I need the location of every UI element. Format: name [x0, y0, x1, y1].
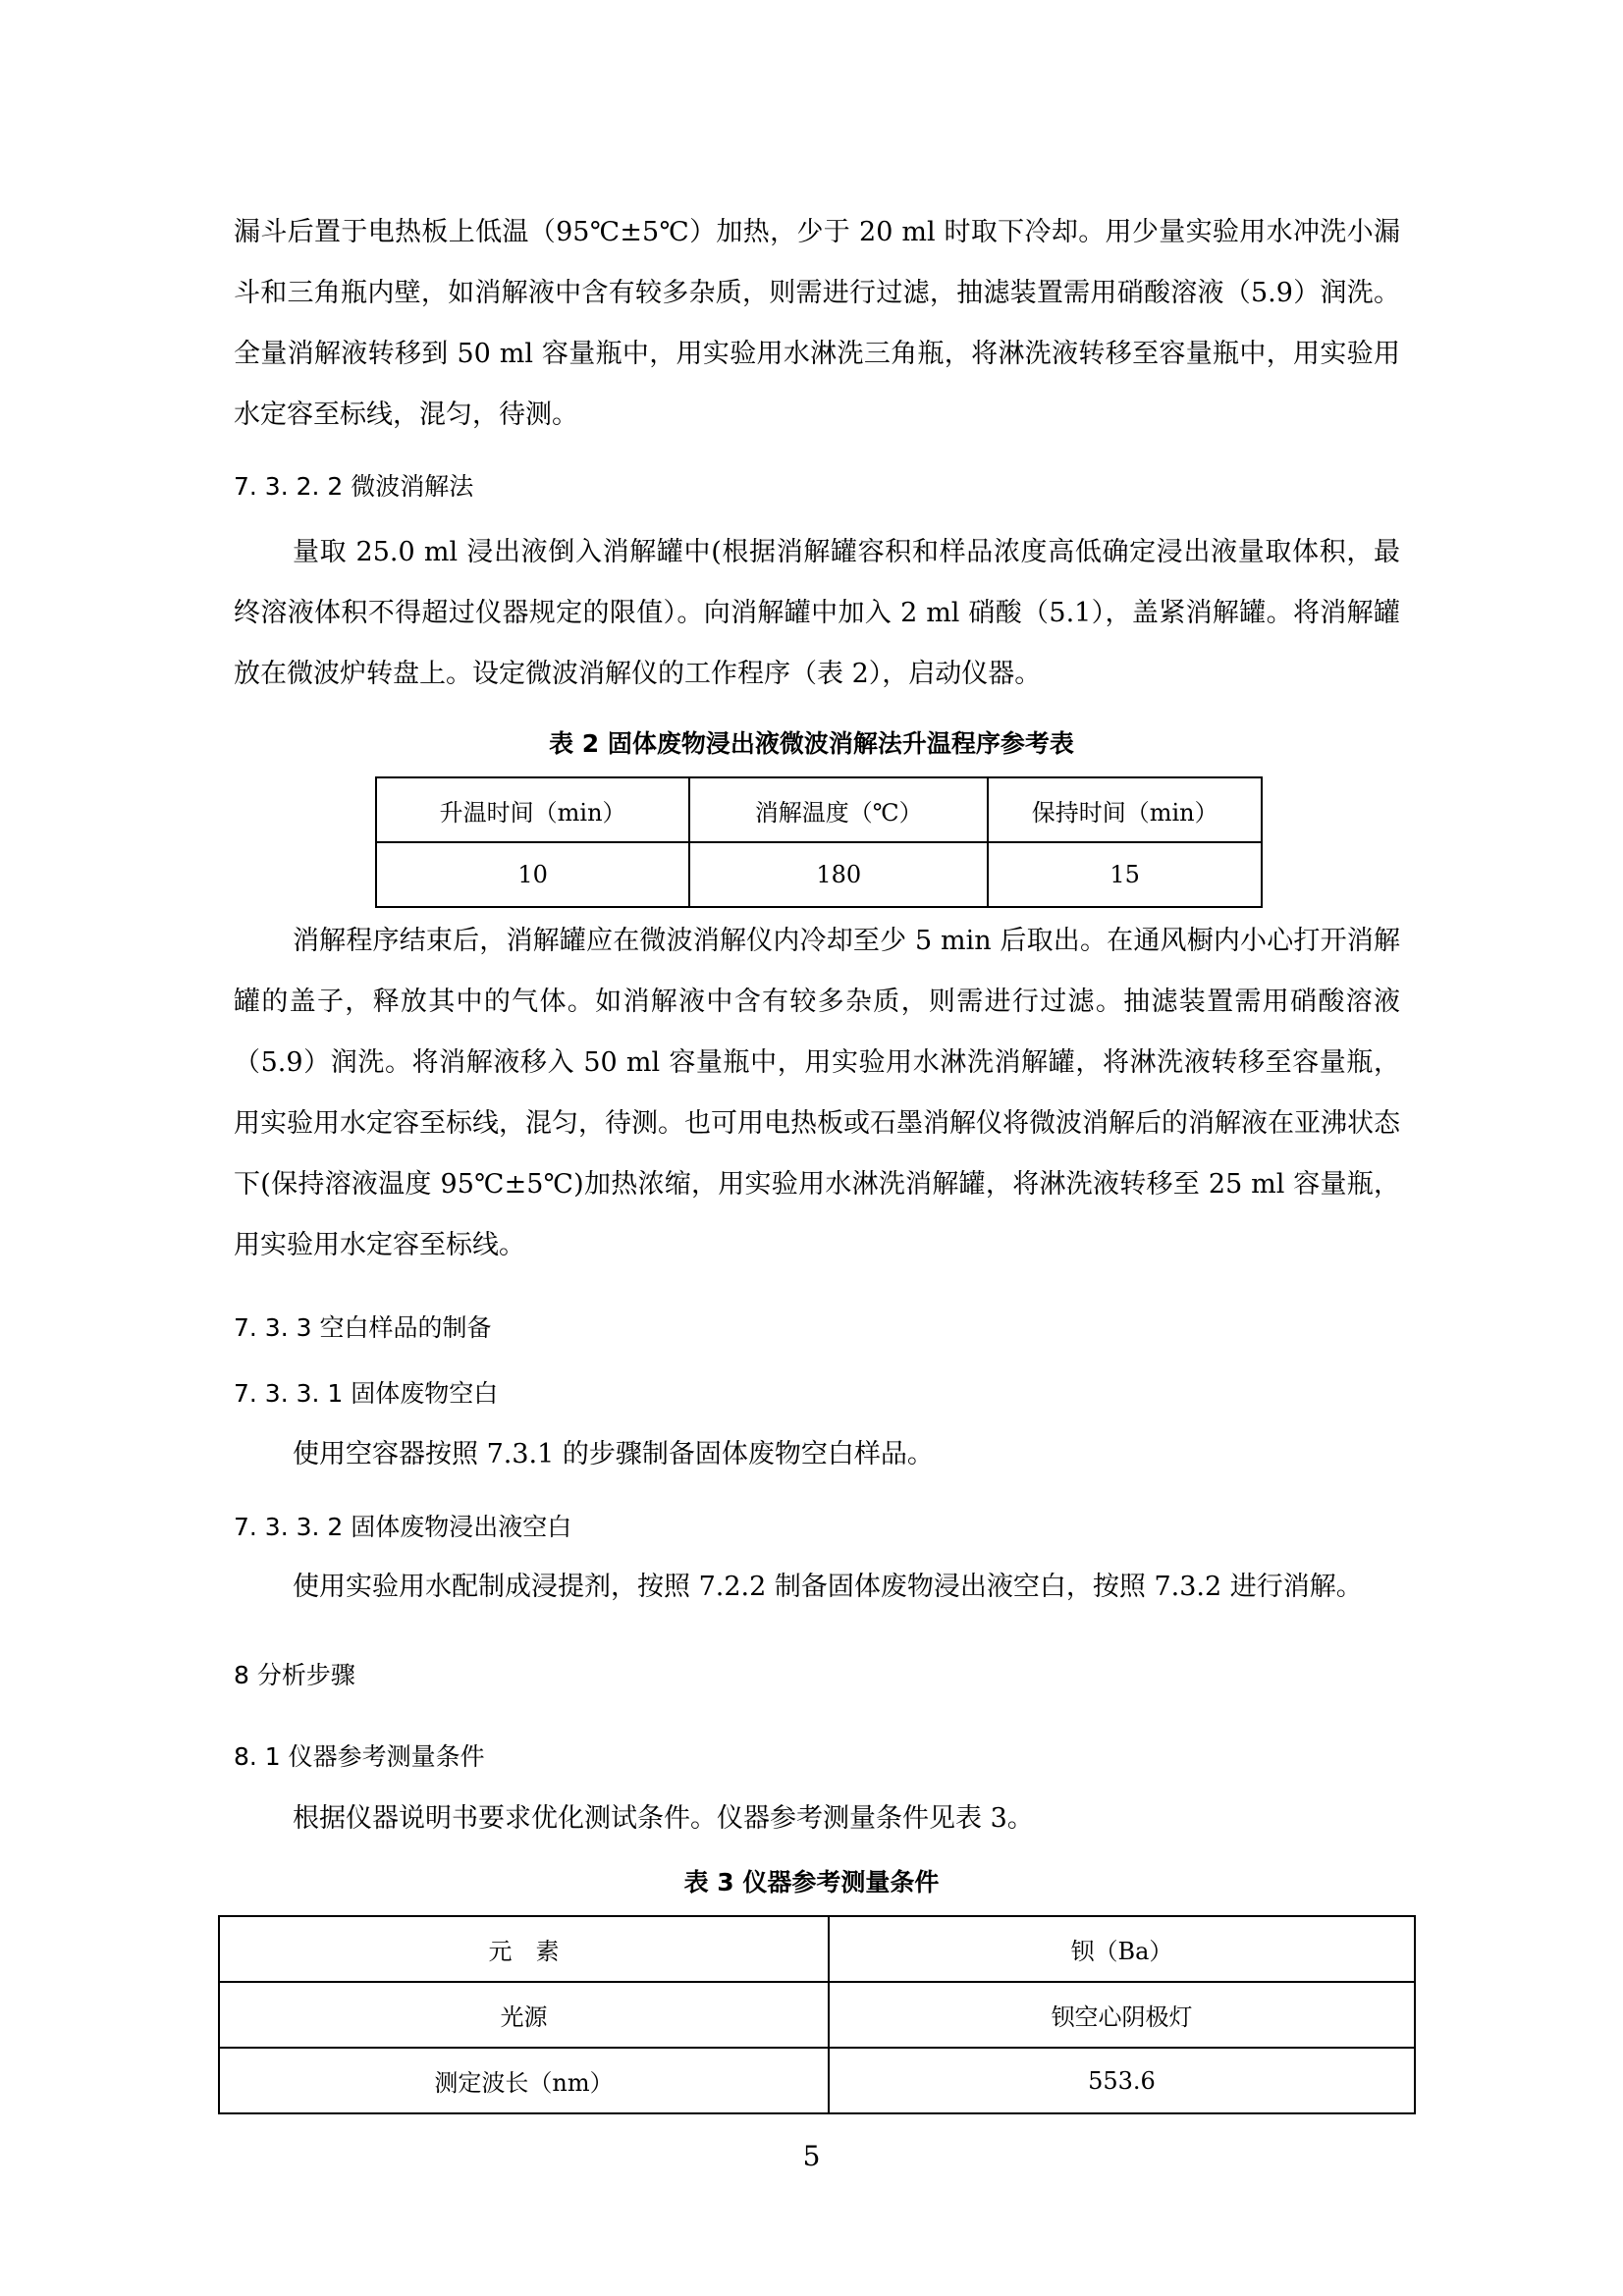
table-2-cell: 180	[689, 842, 988, 907]
heading-8: 8 分析步骤	[234, 1661, 355, 1689]
paragraph-instrument-conditions: 根据仪器说明书要求优化测试条件。仪器参考测量条件见表 3。	[293, 1803, 1034, 1834]
table-2	[375, 776, 1263, 908]
paragraph-leachate-blank: 使用实验用水配制成浸提剂，按照 7.2.2 制备固体废物浸出液空白，按照 7.3.2 进行消解。	[293, 1572, 1363, 1602]
table-3-cell: 光源	[219, 1982, 829, 2048]
table-3-cell: 测定波长（nm）	[219, 2048, 829, 2113]
heading-8-1: 8. 1 仪器参考测量条件	[234, 1742, 485, 1771]
table-2-header-cell: 升温时间（min）	[376, 777, 689, 842]
table-3-row	[219, 1916, 1415, 1982]
paragraph-microwave-digestion: 量取 25.0 ml 浸出液倒入消解罐中(根据消解罐容积和样品浓度高低确定浸出液量取体积，最终溶液体积不得超过仪器规定的限值）。向消解罐中加入 2 ml 硝酸（5.1），盖紧消解罐。将消解罐放在微波炉转盘上。设定微波消解仪的工作程序（表 2），启动仪器。	[234, 537, 1400, 689]
table-3-cell: 553.6	[829, 2048, 1415, 2113]
heading-7-3-3-1: 7. 3. 3. 1 固体废物空白	[234, 1379, 499, 1408]
table-2-header-cell: 保持时间（min）	[988, 777, 1262, 842]
table-2-header-row	[376, 777, 1262, 842]
table-3	[218, 1915, 1416, 2114]
heading-7-3-3: 7. 3. 3 空白样品的制备	[234, 1313, 492, 1342]
paragraph-after-digestion: 消解程序结束后，消解罐应在微波消解仪内冷却至少 5 min 后取出。在通风橱内小心打开消解罐的盖子，释放其中的气体。如消解液中含有较多杂质，则需进行过滤。抽滤装置需用硝酸溶液（5.9）润洗。将消解液移入 50 ml 容量瓶中，用实验用水淋洗消解罐，将淋洗液转移至容量瓶，用实验用水定容至标线，混匀，待测。也可用电热板或石墨消解仪将微波消解后的消解液在亚沸状态下(保持溶液温度 95℃±5℃)加热浓缩，用实验用水淋洗消解罐，将淋洗液转移至 25 ml 容量瓶，用实验用水定容至标线。	[234, 926, 1400, 1260]
heading-7-3-3-2: 7. 3. 3. 2 固体废物浸出液空白	[234, 1513, 572, 1541]
table-2-header-cell: 消解温度（℃）	[689, 777, 988, 842]
page-number: 5	[802, 2140, 821, 2172]
table-3-row	[219, 2048, 1415, 2113]
table-2-caption: 表 2 固体废物浸出液微波消解法升温程序参考表	[549, 729, 1074, 758]
paragraph-solid-waste-blank: 使用空容器按照 7.3.1 的步骤制备固体废物空白样品。	[293, 1439, 934, 1469]
table-2-cell: 10	[376, 842, 689, 907]
table-3-row	[219, 1982, 1415, 2048]
table-2-cell: 15	[988, 842, 1262, 907]
table-3-cell: 元 素	[219, 1916, 829, 1982]
table-3-caption: 表 3 仪器参考测量条件	[683, 1868, 940, 1896]
heading-7-3-2-2: 7. 3. 2. 2 微波消解法	[234, 472, 474, 501]
paragraph-digestion-hotplate: 漏斗后置于电热板上低温（95℃±5℃）加热，少于 20 ml 时取下冷却。用少量实验用水冲洗小漏斗和三角瓶内壁，如消解液中含有较多杂质，则需进行过滤，抽滤装置需用硝酸溶液（5.9）润洗。全量消解液转移到 50 ml 容量瓶中，用实验用水淋洗三角瓶，将淋洗液转移至容量瓶中，用实验用水定容至标线，混匀，待测。	[234, 217, 1400, 430]
table-2-data-row	[376, 842, 1262, 907]
table-3-cell: 钡（Ba）	[829, 1916, 1415, 1982]
table-3-cell: 钡空心阴极灯	[829, 1982, 1415, 2048]
